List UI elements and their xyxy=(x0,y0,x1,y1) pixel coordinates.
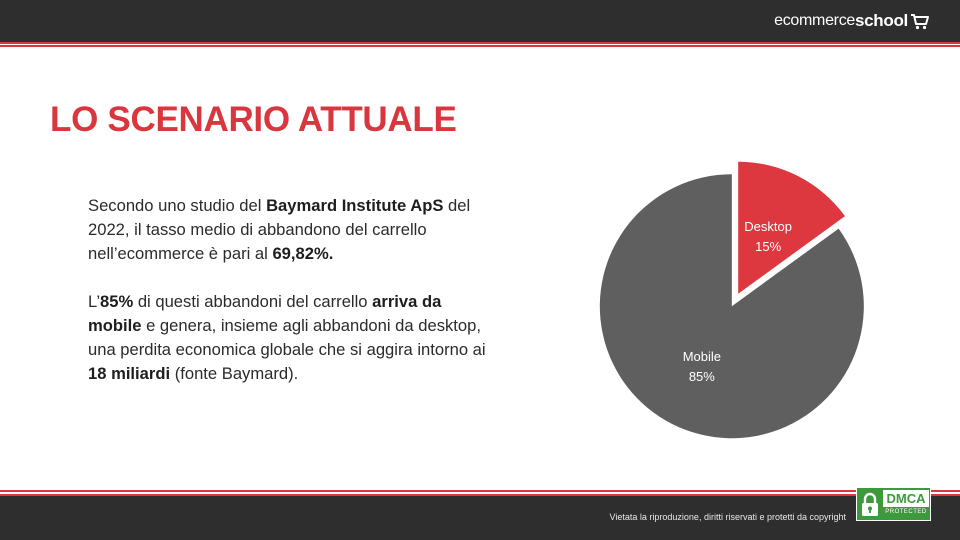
slide-title: LO SCENARIO ATTUALE xyxy=(50,100,457,139)
pie-chart xyxy=(590,155,880,445)
header-bar xyxy=(0,0,960,42)
ecommerceschool-logo[interactable] xyxy=(774,9,930,33)
logo-text-light: ecommerce xyxy=(774,12,855,29)
pie-label-desktop: Desktop xyxy=(744,218,792,234)
header-stripe xyxy=(0,42,960,47)
logo-text-bold: school xyxy=(855,11,908,30)
dmca-badge[interactable] xyxy=(856,487,931,521)
lock-icon xyxy=(860,491,880,518)
pie-label-mobile: Mobile xyxy=(682,349,722,365)
paragraph-abandonment-rate: Secondo uno studio del Baymard Institute ApS del 2022, il tasso medio di abbandono del carrello nell’ecommerce è pari al 69,82%. xyxy=(88,196,471,263)
copyright-notice: Vietata la riproduzione, diritti riservati e protetti da copyright xyxy=(609,512,846,522)
shopping-cart-icon xyxy=(910,12,930,30)
paragraph-mobile-share: L’85% di questi abbandoni del carrello arriva da mobile e genera, insieme agli abbandoni da desktop, una perdita economica globale che si aggira intorno ai 18 miliardi (fonte Baymard). xyxy=(88,292,486,383)
dmca-sublabel: PROTECTED xyxy=(885,509,927,515)
pie-value-desktop: 15% xyxy=(755,238,782,254)
slide-body xyxy=(88,194,488,386)
pie-value-mobile: 85% xyxy=(688,369,715,385)
dmca-label: DMCA xyxy=(883,490,929,507)
